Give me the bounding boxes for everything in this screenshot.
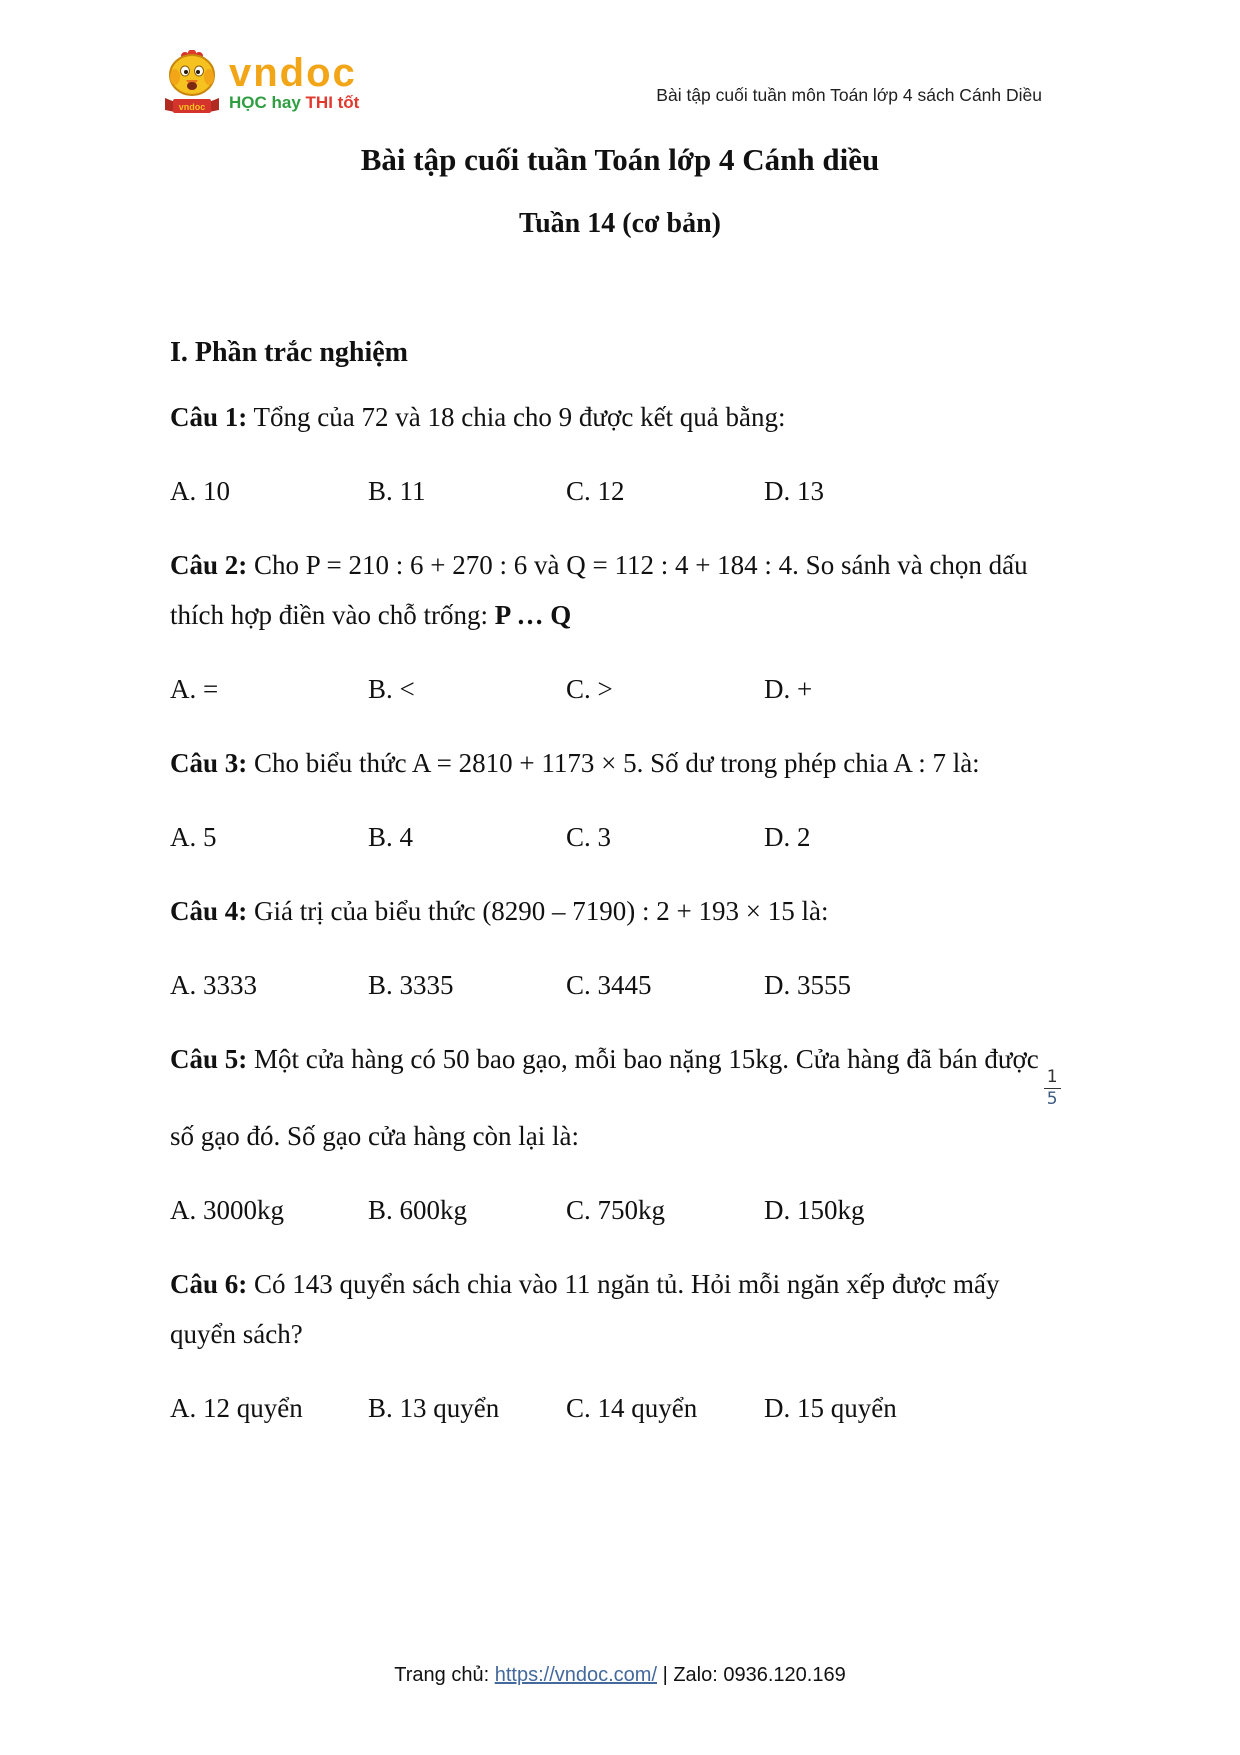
fraction-denominator: 5 xyxy=(1046,1089,1058,1110)
answer-option: D. + xyxy=(764,674,813,704)
question-body: Giá trị của biểu thức (8290 – 7190) : 2 + 193 × 15 là: xyxy=(247,896,829,926)
question-label: Câu 2: xyxy=(170,550,248,580)
options-row xyxy=(170,466,1070,516)
header-note: Bài tập cuối tuần môn Toán lớp 4 sách Cánh Diều xyxy=(656,85,1042,105)
answer-option: D. 150kg xyxy=(764,1194,865,1225)
answer-option: C. 12 xyxy=(566,476,625,506)
question-body: Một cửa hàng có 50 bao gạo, mỗi bao nặng 15kg. Cửa hàng đã bán được xyxy=(247,1044,1039,1074)
answer-option: A. 3000kg xyxy=(170,1194,284,1225)
vndoc-logo xyxy=(163,50,359,116)
answer-option: B. 11 xyxy=(368,476,426,506)
question-label: Câu 1: xyxy=(170,402,248,432)
answer-option: D. 2 xyxy=(764,822,811,852)
answer-option: B. 600kg xyxy=(368,1194,468,1225)
answer-option: D. 13 xyxy=(764,476,824,506)
brand-tagline xyxy=(229,94,359,111)
answer-option: B. 4 xyxy=(368,822,414,852)
answer-option: C. 14 quyển xyxy=(566,1392,698,1423)
answer-option: A. 3333 xyxy=(170,970,257,1000)
question-body: số gạo đó. Số gạo cửa hàng còn lại là: xyxy=(170,1120,580,1151)
tagline-green: HỌC hay xyxy=(229,92,301,112)
answer-option: B. < xyxy=(368,674,415,704)
answer-option: C. 750kg xyxy=(566,1194,666,1225)
options-row xyxy=(170,664,1070,714)
homepage-link[interactable]: https://vndoc.com/ xyxy=(494,1664,658,1686)
question-label: Câu 4: xyxy=(170,896,248,926)
answer-option: D. 3555 xyxy=(764,970,851,1000)
question-text xyxy=(170,1034,1070,1161)
question-body: Tổng của 72 và 18 chia cho 9 được kết quả bằng: xyxy=(247,402,786,432)
document-subtitle: Tuần 14 (cơ bản) xyxy=(519,208,721,239)
question-label: Câu 5: xyxy=(170,1044,248,1074)
options-row xyxy=(170,960,1070,1010)
question-label: P … Q xyxy=(494,600,572,630)
page-footer xyxy=(0,1664,1240,1687)
footer-suffix: | Zalo: 0936.120.169 xyxy=(657,1664,846,1686)
answer-option: C. > xyxy=(566,674,613,704)
options-row xyxy=(170,812,1070,862)
answer-option: A. 12 quyển xyxy=(170,1392,303,1423)
chicken-mascot-icon xyxy=(163,50,221,116)
tagline-red: THI tốt xyxy=(305,92,360,112)
question-text xyxy=(170,540,1070,640)
questions-list xyxy=(170,392,1070,1433)
brand-text-block xyxy=(229,50,360,112)
footer-prefix: Trang chủ: xyxy=(394,1664,495,1686)
question-text xyxy=(170,392,1070,442)
fraction-numerator: 1 xyxy=(1044,1067,1061,1089)
answer-option: A. 5 xyxy=(170,822,217,852)
options-row xyxy=(170,1383,1070,1433)
answer-option: C. 3445 xyxy=(566,970,652,1000)
question-body: Có 143 quyển sách chia vào 11 ngăn tủ. Hỏi mỗi ngăn xếp được mấy quyển sách? xyxy=(170,1268,1000,1349)
options-row xyxy=(170,1185,1070,1235)
brand-name: vndoc xyxy=(229,50,357,95)
section-heading: I. Phần trắc nghiệm xyxy=(170,337,408,368)
answer-option: A. = xyxy=(170,674,219,704)
question-body: Cho biểu thức A = 2810 + 1173 × 5. Số dư trong phép chia A : 7 là: xyxy=(247,748,980,778)
answer-option: D. 15 quyển xyxy=(764,1392,897,1423)
answer-option: C. 3 xyxy=(566,822,612,852)
fraction xyxy=(1044,1067,1061,1111)
document-title: Bài tập cuối tuần Toán lớp 4 Cánh diều xyxy=(360,142,880,177)
answer-option: B. 13 quyển xyxy=(368,1392,500,1423)
answer-option: B. 3335 xyxy=(368,970,454,1000)
question-body: Cho P = 210 : 6 + 270 : 6 và Q = 112 : 4 + 184 : 4. So sánh và chọn dấu thích hợp điền vào chỗ trống: xyxy=(170,550,1028,630)
ribbon-label: vndoc xyxy=(178,102,206,112)
question-label: Câu 6: xyxy=(170,1268,248,1299)
answer-option: A. 10 xyxy=(170,476,230,506)
question-text xyxy=(170,886,1070,936)
question-text xyxy=(170,738,1070,788)
worksheet-content xyxy=(170,328,1070,1433)
page-header xyxy=(0,0,1240,116)
question-text xyxy=(170,1259,1070,1359)
question-label: Câu 3: xyxy=(170,748,248,778)
